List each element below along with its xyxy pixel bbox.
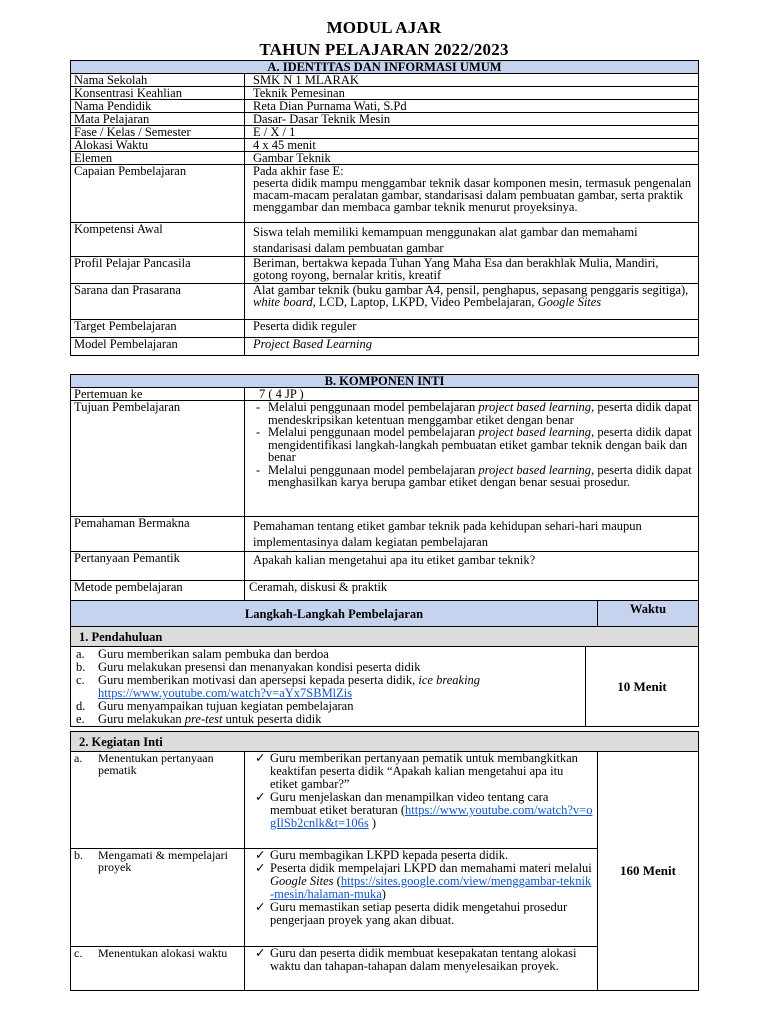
- sarana-text-c: , LCD, Laptop, LKPD, Video Pembelajaran,: [312, 295, 538, 309]
- tujuan-text-c: , peserta didik dapat mendeskripsikan ketentuan menggambar etiket dengan benar: [268, 400, 692, 427]
- capaian-label: Capaian Pembelajaran: [71, 165, 245, 223]
- inti-time: 160 Menit: [598, 752, 699, 991]
- identity-row: [71, 152, 699, 165]
- item-text: Guru melakukan: [98, 712, 185, 726]
- inti-activity-item: [248, 752, 594, 791]
- activity-text: Peserta didik mempelajari LKPD dan memahami materi melalui: [270, 861, 592, 875]
- waktu-header: Waktu: [598, 601, 699, 627]
- pemahaman-value: Pemahaman tentang etiket gambar teknik pada kehidupan sehari-hari maupun implementasinya dalam kegiatan pembelajaran: [245, 517, 699, 552]
- tujuan-text-a: Melalui penggunaan model pembelajaran: [268, 462, 479, 477]
- inti-a-label: Menentukan pertanyaan pematik: [98, 751, 214, 777]
- inti-a-list: [248, 752, 594, 830]
- identity-value: Dasar- Dasar Teknik Mesin: [245, 113, 699, 126]
- identity-row: [71, 100, 699, 113]
- pertanyaan-value: Apakah kalian mengetahui apa itu etiket gambar teknik?: [245, 552, 699, 581]
- inti-b-marker: b.: [74, 848, 83, 862]
- identity-row: [71, 113, 699, 126]
- check-icon: ✓: [255, 946, 266, 960]
- dash-marker: -: [256, 400, 261, 414]
- identity-value: Gambar Teknik: [245, 152, 699, 165]
- activity-mid: (: [333, 874, 341, 888]
- sarana-label: Sarana dan Prasarana: [71, 284, 245, 320]
- inti-title: 2. Kegiatan Inti: [71, 732, 699, 752]
- pendahuluan-item: [74, 713, 582, 726]
- dash-marker: -: [256, 425, 261, 439]
- sarana-text-b: white board: [253, 295, 313, 309]
- inti-c-label: Menentukan alokasi waktu: [98, 946, 228, 960]
- steps-header: Langkah-Langkah Pembelajaran: [71, 601, 598, 627]
- identity-value: SMK N 1 MLARAK: [245, 74, 699, 87]
- check-icon: ✓: [255, 790, 266, 804]
- inti-b-activities: [245, 849, 598, 947]
- activity-text: Guru menjelaskan dan menampilkan video tentang cara membuat etiket beraturan (: [270, 790, 549, 817]
- target-label: Target Pembelajaran: [71, 320, 245, 338]
- inti-activity-item: [248, 791, 594, 830]
- activity-text: Guru dan peserta didik membuat kesepakatan tentang alokasi waktu dan tahapan-tahapan dalam menyelesaikan proyek.: [270, 946, 577, 973]
- pendahuluan-title: 1. Pendahuluan: [71, 627, 699, 647]
- tujuan-list: [248, 401, 695, 489]
- inti-b-label: Mengamati & mempelajari proyek: [98, 848, 228, 874]
- activity-text: Guru membagikan LKPD kepada peserta didik.: [270, 848, 509, 862]
- pendahuluan-activities: [71, 647, 586, 727]
- tujuan-text-a: Melalui penggunaan model pembelajaran: [268, 400, 479, 414]
- inti-c-marker: c.: [74, 946, 83, 960]
- tujuan-text-b: project based learning: [478, 400, 592, 414]
- identity-label: Nama Sekolah: [71, 74, 245, 87]
- pendahuluan-item: [74, 674, 582, 700]
- identity-label: Nama Pendidik: [71, 100, 245, 113]
- identity-row: [71, 126, 699, 139]
- identity-value: Reta Dian Purnama Wati, S.Pd: [245, 100, 699, 113]
- inti-activity-item: [248, 901, 594, 927]
- item-marker: c.: [76, 673, 85, 687]
- tujuan-text-c: , peserta didik dapat menghasilkan karya berupa gambar etiket dengan benar sesuai prosedur.: [268, 462, 692, 489]
- document-title: MODUL AJAR: [326, 18, 442, 37]
- pertemuan-label: Pertemuan ke: [71, 388, 245, 401]
- inti-c-list: [248, 947, 594, 973]
- pendahuluan-list: [74, 648, 582, 726]
- model-value: [245, 338, 699, 356]
- item-text: Guru memberikan motivasi dan apersepsi kepada peserta didik,: [98, 673, 419, 687]
- tujuan-text-b: project based learning: [478, 462, 592, 477]
- item-marker: d.: [76, 699, 86, 713]
- item-marker: b.: [76, 660, 86, 674]
- inti-a-activities: [245, 752, 598, 849]
- tujuan-label: Tujuan Pembelajaran: [71, 401, 245, 517]
- tujuan-text-a: Melalui penggunaan model pembelajaran: [268, 425, 479, 439]
- inti-c-label-cell: [71, 947, 245, 991]
- identity-label: Konsentrasi Keahlian: [71, 87, 245, 100]
- pendahuluan-time: 10 Menit: [586, 647, 699, 727]
- tujuan-item: [248, 464, 695, 489]
- identity-row: [71, 74, 699, 87]
- item-marker: e.: [76, 712, 85, 726]
- item-text: Guru memberikan salam pembuka dan berdoa: [98, 647, 329, 661]
- section-b-header: B. KOMPONEN INTI: [71, 375, 699, 388]
- check-icon: ✓: [255, 848, 266, 862]
- check-icon: ✓: [255, 751, 266, 765]
- tujuan-value: [245, 401, 699, 517]
- capaian-text: peserta didik mampu menggambar teknik dasar komponen mesin, termasuk pengenalan macam-macam peralatan gambar, standarisasi dalam pembuatan gambar, serta praktik menggambar dan membaca gambar teknik menurut proyeksinya.: [253, 176, 692, 214]
- learning-steps-table: [70, 600, 699, 991]
- tujuan-item: [248, 401, 695, 426]
- identity-label: Elemen: [71, 152, 245, 165]
- model-value-text: Project Based Learning: [253, 337, 372, 351]
- tujuan-text-c: , peserta didik dapat mengidentifikasi langkah-langkah pembuatan etiket gambar teknik dengan baik dan benar: [268, 425, 692, 464]
- activity-link[interactable]: https://sites.google.com/view/menggambar-teknik-mesin/halaman-muka: [270, 874, 592, 901]
- capaian-value: [245, 165, 699, 223]
- item-text: Guru menyampaikan tujuan kegiatan pembelajaran: [98, 699, 354, 713]
- sarana-text-d: Google Sites: [537, 295, 602, 309]
- dash-marker: -: [256, 462, 261, 477]
- identity-value: E / X / 1: [245, 126, 699, 139]
- inti-activity-item: [248, 862, 594, 901]
- inti-a-marker: a.: [74, 751, 83, 765]
- identity-row: [71, 139, 699, 152]
- activity-text: Guru memastikan setiap peserta didik mengetahui prosedur pengerjaan proyek yang akan dibuat.: [270, 900, 568, 927]
- identity-table: [70, 60, 699, 356]
- tujuan-item: [248, 426, 695, 464]
- kompetensi-label: Kompetensi Awal: [71, 223, 245, 257]
- item-marker: a.: [76, 647, 85, 661]
- check-icon: ✓: [255, 861, 266, 875]
- sarana-text-a: Alat gambar teknik (buku gambar A4, pensil, penghapus, sepasang penggaris segitiga),: [253, 283, 689, 297]
- identity-row: [71, 87, 699, 100]
- item-italic: pre-test: [184, 712, 223, 726]
- kompetensi-value: Siswa telah memiliki kemampuan menggunakan alat gambar dan memahami standarisasi dalam pembuatan gambar: [245, 223, 699, 257]
- core-component-table: [70, 374, 699, 604]
- youtube-link[interactable]: https://www.youtube.com/watch?v=aYx7SBMlZis: [98, 686, 353, 700]
- profil-label: Profil Pelajar Pancasila: [71, 257, 245, 284]
- check-icon: ✓: [255, 900, 266, 914]
- activity-link[interactable]: https://www.youtube.com/watch?v=ogIlSb2cnlk&t=106s: [270, 803, 593, 830]
- pertemuan-value: 7 ( 4 JP ): [245, 388, 699, 401]
- activity-tail: ): [368, 816, 377, 830]
- inti-c-activities: [245, 947, 598, 991]
- identity-value: 4 x 45 menit: [245, 139, 699, 152]
- pertanyaan-label: Pertanyaan Pemantik: [71, 552, 245, 581]
- inti-b-label-cell: [71, 849, 245, 947]
- item-text: Guru melakukan presensi dan menanyakan kondisi peserta didik: [98, 660, 421, 674]
- inti-a-label-cell: [71, 752, 245, 849]
- capaian-line1: Pada akhir fase E:: [253, 164, 344, 178]
- metode-label: Metode pembelajaran: [71, 581, 245, 604]
- item-tail: untuk peserta didik: [222, 712, 322, 726]
- activity-tail: ): [381, 887, 386, 901]
- sarana-value: [245, 284, 699, 320]
- item-italic: ice breaking: [418, 673, 481, 687]
- section-a-header: A. IDENTITAS DAN INFORMASI UMUM: [71, 61, 699, 74]
- target-value: Peserta didik reguler: [245, 320, 699, 338]
- document-subtitle: TAHUN PELAJARAN 2022/2023: [259, 40, 509, 59]
- inti-b-list: [248, 849, 594, 927]
- metode-value: Ceramah, diskusi & praktik: [245, 581, 699, 604]
- identity-label: Fase / Kelas / Semester: [71, 126, 245, 139]
- profil-value: Beriman, bertakwa kepada Tuhan Yang Maha Esa dan berakhlak Mulia, Mandiri, gotong royong, bernalar kritis, kreatif: [245, 257, 699, 284]
- model-label: Model Pembelajaran: [71, 338, 245, 356]
- tujuan-text-b: project based learning: [478, 425, 592, 439]
- identity-label: Alokasi Waktu: [71, 139, 245, 152]
- activity-italic: Google Sites: [270, 874, 334, 888]
- pemahaman-label: Pemahaman Bermakna: [71, 517, 245, 552]
- activity-text: Guru memberikan pertanyaan pematik untuk membangkitkan keaktifan peserta didik “Apakah kalian mengetahui apa itu etiket gambar?”: [270, 751, 578, 791]
- identity-value: Teknik Pemesinan: [245, 87, 699, 100]
- inti-activity-item: [248, 947, 594, 973]
- identity-label: Mata Pelajaran: [71, 113, 245, 126]
